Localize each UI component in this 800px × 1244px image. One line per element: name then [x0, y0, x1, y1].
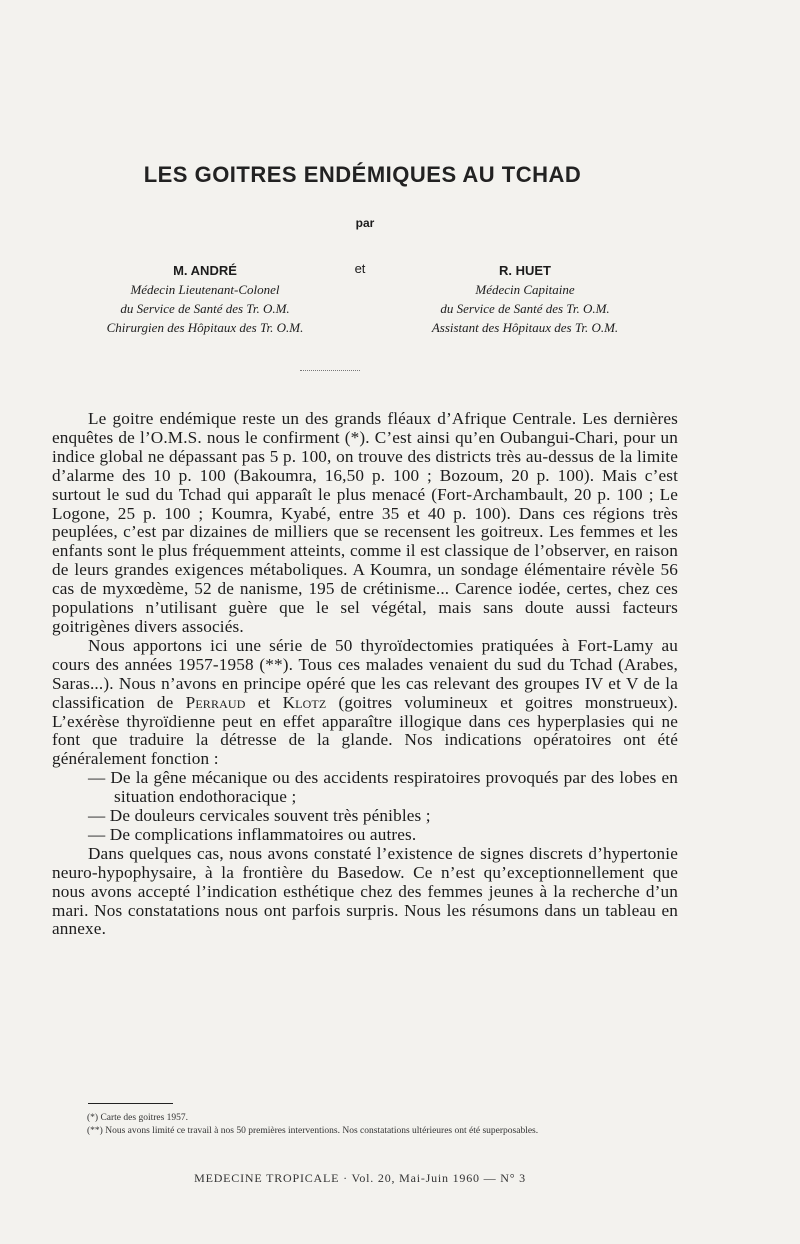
paragraph-2-text: et	[245, 692, 283, 712]
paragraph-3: Dans quelques cas, nous avons constaté l’existence de signes discrets d’hypertonie neuro-hypophysaire, à la frontière du Basedow. Ce n’est qu’exceptionnellement que nous avons accepté l’indication esthétique chez des femmes jeunes à la recherche d’un mari. Nos constatations nous ont parfois surpris. Nous les résumons dans un tableau en annexe.	[52, 843, 678, 939]
footnote: (**) Nous avons limité ce travail à nos 50 premières interventions. Nos constatations ultérieures ont été superposables.	[87, 1126, 539, 1136]
article-body	[52, 410, 678, 939]
footnotes	[55, 1112, 675, 1138]
footnote: (*) Carte des goitres 1957.	[87, 1113, 189, 1123]
separator-rule	[300, 370, 360, 371]
paragraph-2-text: Nous apportons ici une série de 50 thyroïdectomies pratiquées à Fort-Lamy au cours des années 1957-1958 (**). Tous ces malades venaient du sud du Tchad (Arabes, Saras...). Nous n’avons en principe opéré que les cas relevant des groupes IV et V de la classification de	[52, 635, 678, 712]
author-conjunction: et	[354, 261, 366, 276]
author-role: du Service de Santé des Tr. O.M.	[440, 301, 610, 316]
author-reference-klotz: Klotz	[282, 692, 327, 712]
indications-list	[52, 769, 678, 845]
author-name: M. ANDRÉ	[173, 263, 237, 278]
footnote-rule	[88, 1103, 173, 1104]
author-reference-perraud: Perraud	[185, 692, 246, 712]
paragraph-1: Le goitre endémique reste un des grands fléaux d’Afrique Centrale. Les dernières enquêtes de l’O.M.S. nous le confirment (*). C’est ainsi qu’en Oubangui-Chari, pour un indice global ne dépassant pas 5 p. 100, on trouve des districts très au-dessus de la limite d’alarme des 10 p. 100 (Bakoumra, 16,50 p. 100 ; Bozoum, 20 p. 100). Mais c’est surtout le sud du Tchad qui apparaît le plus menacé (Fort-Archambault, 20 p. 100 ; Le Logone, 25 p. 100 ; Koumra, Kyabé, entre 35 et 40 p. 100). Dans ces régions très peuplées, c’est par dizaines de milliers que se recensent les goitreux. Les femmes et les enfants sont le plus fréquemment atteints, comme il est classique de l’observer, en raison de leurs grandes exigences métaboliques. A Koumra, un sondage élémentaire révèle 56 cas de myxœdème, 52 de nanisme, 195 de crétinisme... Carence iodée, certes, chez ces populations n’utilisant guère que le sel végétal, mais sans doute aussi facteurs goitrigènes divers associés.	[52, 409, 678, 636]
author-role: du Service de Santé des Tr. O.M.	[120, 301, 290, 316]
author-role: Chirurgien des Hôpitaux des Tr. O.M.	[106, 320, 304, 335]
author-block-andre	[45, 261, 365, 337]
author-role: Médecin Lieutenant-Colonel	[130, 282, 280, 297]
by-line: par	[355, 216, 375, 230]
author-block-huet	[365, 261, 685, 337]
paragraph-2	[52, 637, 678, 769]
author-role: Médecin Capitaine	[475, 282, 575, 297]
list-item: — De douleurs cervicales souvent très pénibles ;	[88, 806, 431, 826]
paragraph-2-text: (goitres volumineux et goitres monstrueux). L’exérèse thyroïdienne peut en effet apparaître illogique dans ces hyperplasies qui ne font que traduire la détresse de la glande. Nos indications opératoires ont été généralement fonction :	[52, 692, 678, 769]
article-title: LES GOITRES ENDÉMIQUES AU TCHAD	[143, 162, 582, 187]
author-role: Assistant des Hôpitaux des Tr. O.M.	[431, 320, 619, 335]
author-name: R. HUET	[499, 263, 551, 278]
journal-footer: MEDECINE TROPICALE · Vol. 20, Mai-Juin 1960 — N° 3	[194, 1171, 526, 1185]
list-item: — De complications inflammatoires ou autres.	[88, 824, 417, 844]
list-item: — De la gêne mécanique ou des accidents respiratoires provoqués par des lobes en situation endothoracique ;	[88, 768, 678, 807]
